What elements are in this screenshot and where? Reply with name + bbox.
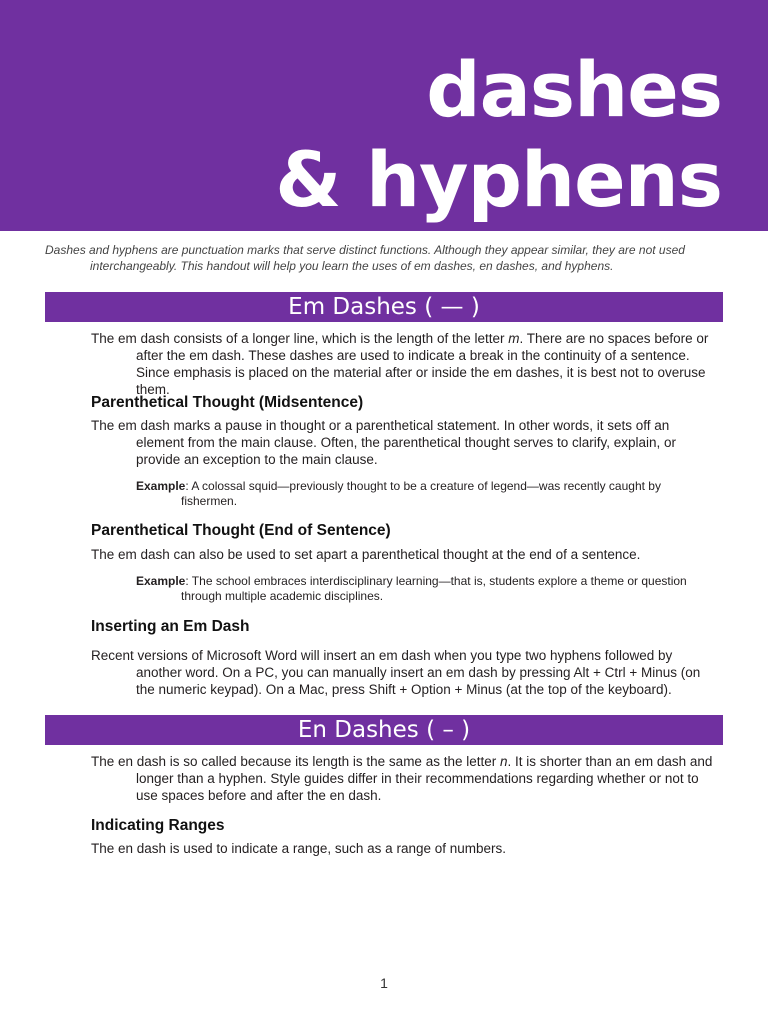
midsentence-example: [136, 479, 696, 509]
em-intro-letter: m: [508, 331, 520, 346]
example-text: : The school embraces interdisciplinary learning—that is, students explore a theme or question through multiple academic disciplines.: [181, 574, 687, 603]
em-intro-pre: The em dash consists of a longer line, which is the length of the letter: [91, 331, 509, 346]
title-line-2: & hyphens: [275, 135, 722, 224]
example-label: Example: [136, 574, 186, 588]
inserting-em-dash-body: Recent versions of Microsoft Word will insert an em dash when you type two hyphens followed by another word. On a PC, you can manually insert an em dash by pressing Alt + Ctrl + Minus (on the numeric keypad). On a Mac, press Shift + Option + Minus (at the top of the keyboard).: [91, 648, 701, 697]
example-label: Example: [136, 479, 186, 493]
em-intro-post: . There are no spaces before or after the em dash. These dashes are used to indicate a break in the continuity of a sentence. Since emphasis is placed on the material after or inside the em dashes, it is best not to overuse them.: [136, 331, 709, 397]
em-dashes-heading: Em Dashes ( — ): [45, 292, 723, 322]
title-banner: [0, 0, 768, 231]
subheading-inserting-em-dash: Inserting an Em Dash: [91, 618, 250, 635]
page-number: 1: [380, 975, 388, 991]
subheading-indicating-ranges: Indicating Ranges: [91, 817, 225, 834]
en-intro-letter: n: [499, 754, 508, 769]
indicating-ranges-body: The en dash is used to indicate a range, such as a range of numbers.: [91, 841, 507, 856]
en-intro-post: . It is shorter than an em dash and longer than a hyphen. Style guides differ in their recommendations regarding whether or not to use spaces before and after the en dash.: [136, 754, 713, 803]
example-text: : A colossal squid—previously thought to be a creature of legend—was recently caught by fishermen.: [181, 479, 661, 508]
em-dash-intro: [91, 330, 721, 398]
end-of-sentence-body: The em dash can also be used to set apart a parenthetical thought at the end of a sentence.: [91, 547, 641, 562]
en-dashes-heading: En Dashes ( – ): [45, 715, 723, 745]
subheading-end-of-sentence: Parenthetical Thought (End of Sentence): [91, 522, 391, 539]
en-intro-pre: The en dash is so called because its length is the same as the letter: [91, 754, 500, 769]
title-line-1: dashes: [426, 45, 722, 134]
subheading-midsentence: Parenthetical Thought (Midsentence): [91, 394, 364, 411]
end-of-sentence-example: [136, 574, 696, 604]
intro-paragraph: Dashes and hyphens are punctuation marks that serve distinct functions. Although they appear similar, they are not used interchangeably. This handout will help you learn the uses of em dashes, en dashes, and hyphens.: [45, 243, 685, 273]
en-dash-intro: [91, 753, 721, 804]
midsentence-body: The em dash marks a pause in thought or a parenthetical statement. In other words, it sets off an element from the main clause. Often, the parenthetical thought serves to clarify, explain, or provide an exception to the main clause.: [91, 418, 677, 467]
